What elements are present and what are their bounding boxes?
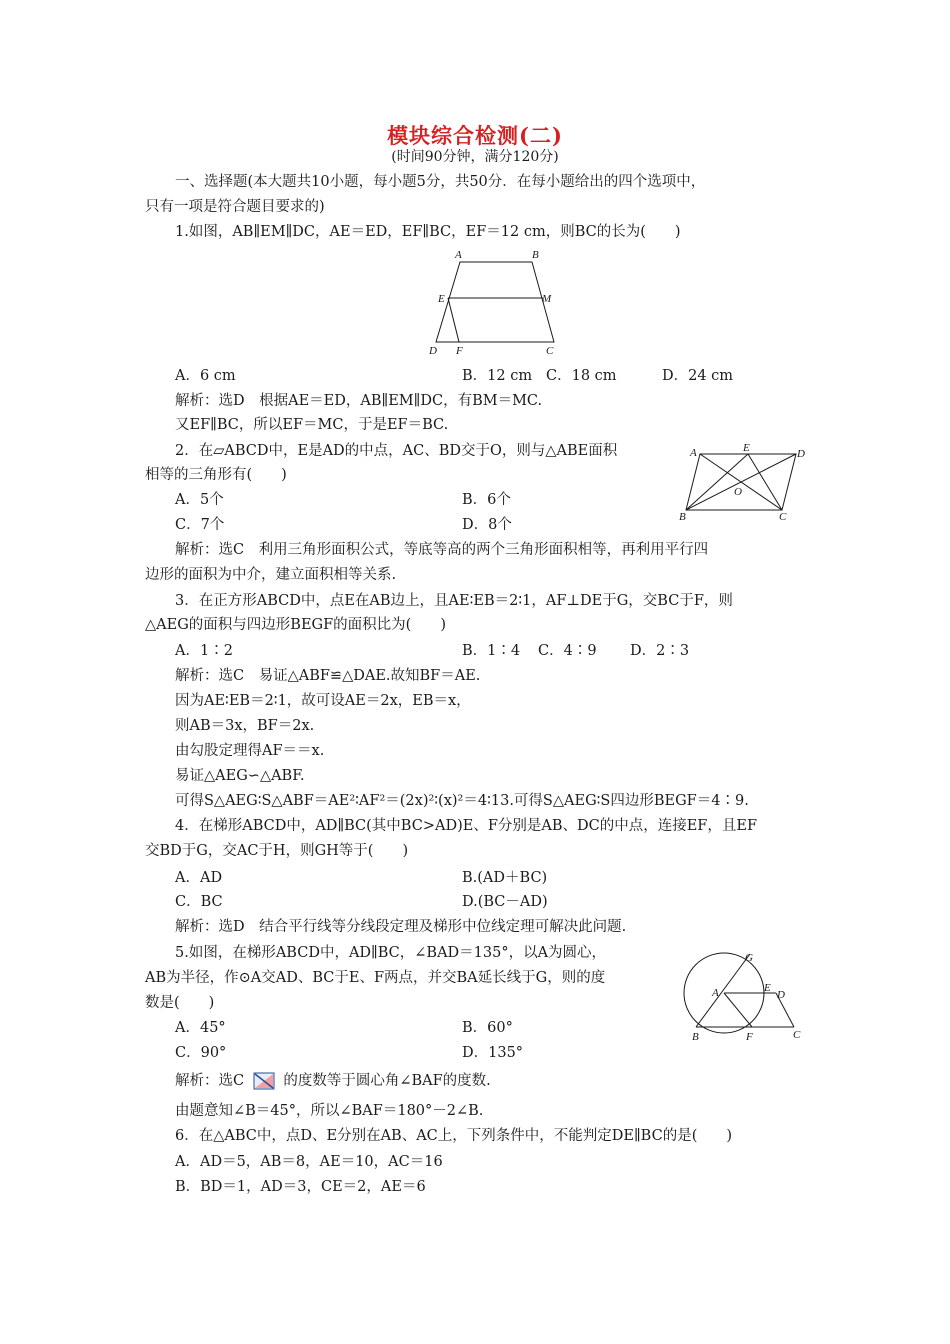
q3-option-a: A．1∶2 bbox=[175, 643, 233, 659]
q6-option-b: B．BD＝1，AD＝3，CE＝2，AE＝6 bbox=[175, 1179, 426, 1195]
q2-option-a: A．5个 bbox=[175, 492, 224, 508]
q2-label-b: B bbox=[679, 511, 686, 523]
q1-label-d: D bbox=[429, 345, 437, 357]
q4-solution-1: 解析：选D 结合平行线等分线段定理及梯形中位线定理可解决此问题. bbox=[175, 919, 627, 935]
q1-option-d: D．24 cm bbox=[662, 368, 734, 384]
q2-option-c: C．7个 bbox=[175, 517, 225, 533]
q3-solution-2: 因为AE∶EB＝2∶1，故可设AE＝2x，EB＝x， bbox=[175, 693, 471, 709]
q5-option-a: A．45° bbox=[175, 1020, 226, 1036]
q2-stem-2: 相等的三角形有( ) bbox=[145, 467, 287, 483]
q3-option-c: C．4∶9 bbox=[538, 643, 597, 659]
q2-option-d: D．8个 bbox=[462, 517, 512, 533]
q1-trapezoid-figure bbox=[424, 246, 564, 360]
q3-option-d: D．2∶3 bbox=[630, 643, 690, 659]
q1-label-b: B bbox=[532, 249, 539, 261]
page-subtitle: (时间90分钟，满分120分) bbox=[391, 149, 559, 165]
q5-stem-2: AB为半径，作⊙A交AD、BC于E、F两点，并交BA延长线于G，则的度 bbox=[145, 970, 606, 986]
q4-option-c: C．BC bbox=[175, 894, 223, 910]
q4-option-a: A．AD bbox=[175, 870, 223, 886]
q3-solution-1: 解析：选C 易证△ABF≌△DAE.故知BF＝AE. bbox=[175, 668, 481, 684]
q4-stem-1: 4．在梯形ABCD中，AD∥BC(其中BC>AD)E、F分别是AB、DC的中点，连接EF，且EF bbox=[175, 818, 758, 834]
q2-parallelogram-figure bbox=[676, 440, 810, 524]
q5-label-g: G bbox=[745, 952, 753, 964]
q1-solution-1: 解析：选D 根据AE＝ED，AB∥EM∥DC，有BM＝MC. bbox=[175, 393, 543, 409]
q5-option-b: B．60° bbox=[462, 1020, 513, 1036]
q4-stem-2: 交BD于G，交AC于H，则GH等于( ) bbox=[145, 843, 409, 859]
q5-option-d: D．135° bbox=[462, 1045, 524, 1061]
q5-label-d: D bbox=[777, 989, 785, 1001]
q1-option-c: C．18 cm bbox=[546, 368, 617, 384]
q3-option-b: B．1∶4 bbox=[462, 643, 521, 659]
q5-option-c: C．90° bbox=[175, 1045, 227, 1061]
q3-solution-6: 可得S△AEG∶S△ABF＝AE²∶AF²＝(2x)²∶(x)²＝4∶13.可得S△AEG∶S四边形BEGF＝4∶9. bbox=[175, 793, 749, 809]
q2-label-a: A bbox=[690, 447, 697, 459]
q2-label-c: C bbox=[779, 511, 787, 523]
q3-solution-3: 则AB＝3x，BF＝2x. bbox=[175, 718, 315, 734]
q5-solution-1-prefix: 解析：选C bbox=[175, 1073, 245, 1089]
q5-stem-3: 数是( ) bbox=[145, 995, 215, 1011]
arc-symbol-icon bbox=[253, 1072, 275, 1090]
q2-option-b: B．6个 bbox=[462, 492, 511, 508]
q5-label-e: E bbox=[764, 982, 771, 994]
q3-stem-1: 3．在正方形ABCD中，点E在AB边上，且AE∶EB＝2∶1，AF⊥DE于G，交BC于F，则 bbox=[175, 593, 733, 609]
q2-label-d: D bbox=[797, 448, 805, 460]
q5-solution-2: 由题意知∠B＝45°，所以∠BAF＝180°－2∠B. bbox=[175, 1103, 484, 1119]
q5-label-a: A bbox=[712, 987, 719, 999]
q5-label-f: F bbox=[746, 1031, 753, 1043]
q2-solution-1: 解析：选C 利用三角形面积公式，等底等高的两个三角形面积相等，再利用平行四 bbox=[175, 542, 709, 558]
page-title: 模块综合检测(二) bbox=[387, 123, 563, 148]
q1-option-a: A．6 cm bbox=[175, 368, 236, 384]
q1-label-m: M bbox=[542, 293, 552, 305]
q2-stem-1: 2．在▱ABCD中，E是AD的中点，AC、BD交于O，则与△ABE面积 bbox=[175, 443, 618, 459]
q3-solution-5: 易证△AEG∽△ABF. bbox=[175, 768, 305, 784]
q1-label-f: F bbox=[456, 345, 463, 357]
q1-stem: 1.如图，AB∥EM∥DC，AE＝ED，EF∥BC，EF＝12 cm，则BC的长为( ) bbox=[175, 224, 681, 240]
q2-label-e: E bbox=[743, 442, 750, 454]
q5-solution-1-suffix: 的度数等于圆心角∠BAF的度数. bbox=[283, 1073, 491, 1089]
q4-option-d: D.(BC－AD) bbox=[462, 894, 548, 910]
q5-circle-trapezoid-figure bbox=[676, 944, 816, 1044]
q1-option-b: B．12 cm bbox=[462, 368, 533, 384]
q5-solution-1 bbox=[175, 1070, 491, 1092]
q2-label-o: O bbox=[734, 486, 742, 498]
q3-stem-2: △AEG的面积与四边形BEGF的面积比为( ) bbox=[145, 617, 446, 633]
q6-option-a: A．AD＝5，AB＝8，AE＝10，AC＝16 bbox=[175, 1154, 443, 1170]
q5-stem-1: 5.如图，在梯形ABCD中，AD∥BC，∠BAD＝135°，以A为圆心， bbox=[175, 945, 607, 961]
q6-stem: 6．在△ABC中，点D、E分别在AB、AC上，下列条件中，不能判定DE∥BC的是( ) bbox=[175, 1128, 733, 1144]
q4-option-b: B.(AD＋BC) bbox=[462, 870, 548, 886]
q3-solution-4: 由勾股定理得AF＝＝x. bbox=[175, 743, 325, 759]
q1-label-c: C bbox=[546, 345, 554, 357]
q2-solution-2: 边形的面积为中介，建立面积相等关系. bbox=[145, 567, 397, 583]
q1-label-e: E bbox=[438, 293, 445, 305]
q5-label-b: B bbox=[692, 1031, 699, 1043]
q1-solution-2: 又EF∥BC，所以EF＝MC，于是EF＝BC. bbox=[175, 417, 449, 433]
q1-label-a: A bbox=[455, 249, 462, 261]
q5-label-c: C bbox=[793, 1029, 801, 1041]
section-heading: 一、选择题(本大题共10小题，每小题5分，共50分．在每小题给出的四个选项中， bbox=[175, 174, 706, 190]
section-heading-cont: 只有一项是符合题目要求的) bbox=[145, 199, 325, 215]
